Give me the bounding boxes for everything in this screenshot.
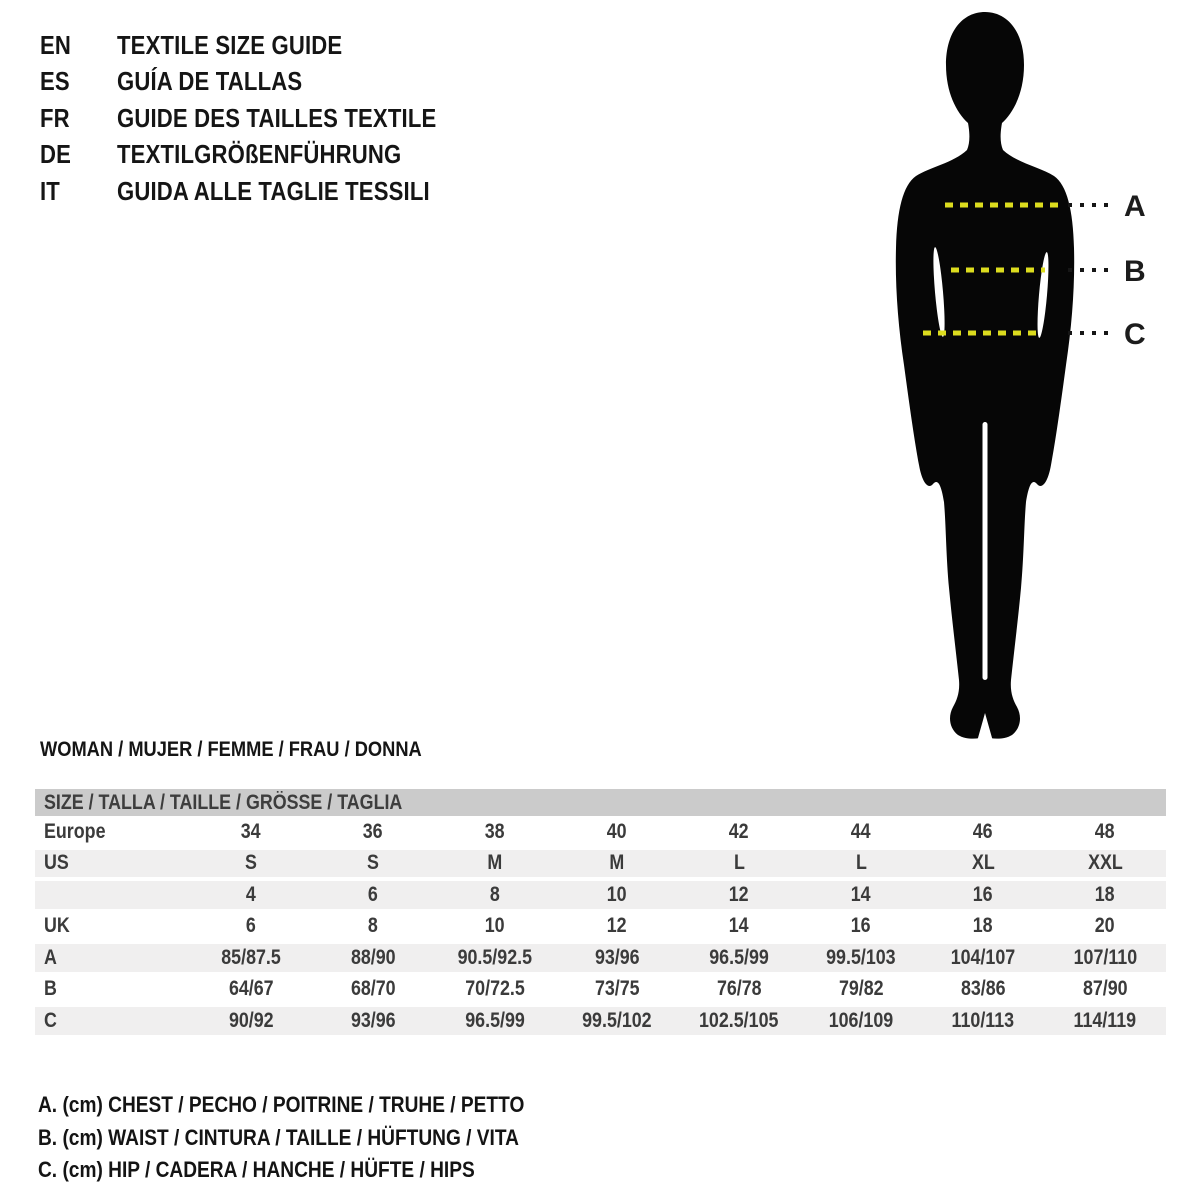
size-cell: 99.5/102 bbox=[582, 1008, 652, 1032]
size-cell: 36 bbox=[363, 819, 383, 843]
row-label: Europe bbox=[44, 819, 106, 843]
size-cell: 99.5/103 bbox=[826, 945, 896, 969]
size-cell: 110/113 bbox=[951, 1008, 1015, 1032]
section-title bbox=[40, 737, 489, 762]
size-cell: 8 bbox=[490, 882, 500, 906]
size-cell: 48 bbox=[1095, 819, 1115, 843]
table-row-us-letters bbox=[35, 848, 1166, 880]
size-cell: S bbox=[367, 851, 379, 875]
size-cell: L bbox=[855, 851, 867, 875]
marker-label-b: B bbox=[1124, 255, 1146, 288]
size-cell: 68/70 bbox=[350, 977, 396, 1001]
language-title: GUIDA ALLE TAGLIE TESSILI bbox=[117, 175, 430, 206]
table-row-uk bbox=[35, 911, 1166, 943]
size-cell: 76/78 bbox=[716, 977, 762, 1001]
size-cell: 96.5/99 bbox=[709, 945, 769, 969]
language-row bbox=[40, 173, 493, 210]
size-cell: 114/119 bbox=[1073, 1008, 1137, 1032]
size-cell: 90/92 bbox=[228, 1008, 274, 1032]
language-title: GUÍA DE TALLAS bbox=[117, 66, 303, 97]
language-row bbox=[40, 64, 493, 101]
language-code: EN bbox=[40, 29, 72, 60]
table-row-europe bbox=[35, 816, 1166, 848]
language-row bbox=[40, 27, 493, 64]
size-cell: XL bbox=[971, 851, 995, 875]
size-cell: 4 bbox=[246, 882, 256, 906]
size-cell: M bbox=[487, 851, 503, 875]
size-cell: 16 bbox=[973, 882, 993, 906]
size-cell: M bbox=[609, 851, 625, 875]
row-label: UK bbox=[44, 914, 70, 938]
size-cell: 34 bbox=[241, 819, 261, 843]
size-table bbox=[35, 789, 1166, 1037]
legend-row-hip: C. (cm) HIP / CADERA / HANCHE / HÜFTE / HIPS bbox=[38, 1157, 475, 1182]
size-cell: 79/82 bbox=[838, 977, 884, 1001]
size-cell: 40 bbox=[607, 819, 627, 843]
size-cell: 85/87.5 bbox=[221, 945, 281, 969]
size-cell: 38 bbox=[485, 819, 505, 843]
size-cell: 107/110 bbox=[1073, 945, 1137, 969]
size-cell: 73/75 bbox=[594, 977, 640, 1001]
table-header bbox=[35, 789, 1166, 816]
size-cell: 46 bbox=[973, 819, 993, 843]
size-cell: 10 bbox=[607, 882, 627, 906]
size-cell: S bbox=[245, 851, 257, 875]
row-label: B bbox=[44, 977, 57, 1001]
size-cell: 18 bbox=[973, 914, 993, 938]
legend-row-waist: B. (cm) WAIST / CINTURA / TAILLE / HÜFTUNG / VITA bbox=[38, 1124, 519, 1150]
size-cell: 8 bbox=[368, 914, 378, 938]
language-code: FR bbox=[40, 102, 70, 133]
size-cell: 83/86 bbox=[960, 977, 1006, 1001]
legend-row-chest: A. (cm) CHEST / PECHO / POITRINE / TRUHE / PETTO bbox=[38, 1092, 525, 1117]
table-header-label: SIZE / TALLA / TAILLE / GRÖSSE / TAGLIA bbox=[44, 791, 403, 814]
language-title: TEXTILE SIZE GUIDE bbox=[117, 29, 343, 60]
size-cell: 93/96 bbox=[594, 945, 640, 969]
measurement-legend bbox=[38, 1089, 610, 1187]
section-title-text: WOMAN / MUJER / FEMME / FRAU / DONNA bbox=[40, 737, 422, 761]
size-cell: XXL bbox=[1087, 851, 1123, 875]
size-cell: 102.5/105 bbox=[699, 1008, 779, 1032]
marker-label-a: A bbox=[1124, 190, 1146, 223]
language-code: IT bbox=[40, 175, 60, 206]
size-cell: 6 bbox=[246, 914, 256, 938]
table-row-hip bbox=[35, 1005, 1166, 1037]
table-row-chest bbox=[35, 942, 1166, 974]
size-cell: 12 bbox=[607, 914, 627, 938]
size-cell: 14 bbox=[729, 914, 749, 938]
size-cell: 106/109 bbox=[828, 1008, 894, 1032]
size-cell: 18 bbox=[1095, 882, 1115, 906]
size-cell: 104/107 bbox=[950, 945, 1016, 969]
language-title: TEXTILGRÖßENFÜHRUNG bbox=[117, 139, 402, 170]
row-label: C bbox=[44, 1008, 57, 1032]
size-cell: 6 bbox=[368, 882, 378, 906]
size-cell: 87/90 bbox=[1082, 977, 1128, 1001]
language-code: DE bbox=[40, 139, 72, 170]
language-row bbox=[40, 100, 493, 137]
leg-gap bbox=[983, 422, 988, 680]
table-row-waist bbox=[35, 974, 1166, 1006]
size-cell: 12 bbox=[729, 882, 749, 906]
size-cell: 20 bbox=[1095, 914, 1115, 938]
row-label: US bbox=[44, 851, 69, 875]
size-cell: 90.5/92.5 bbox=[457, 945, 533, 969]
language-code: ES bbox=[40, 66, 70, 97]
row-label: A bbox=[44, 945, 57, 969]
size-cell: 64/67 bbox=[228, 977, 274, 1001]
marker-label-c: C bbox=[1124, 318, 1146, 351]
size-cell: 10 bbox=[485, 914, 505, 938]
size-cell: L bbox=[733, 851, 745, 875]
size-cell: 14 bbox=[851, 882, 871, 906]
language-list bbox=[40, 27, 493, 210]
language-title: GUIDE DES TAILLES TEXTILE bbox=[117, 102, 437, 133]
size-cell: 42 bbox=[729, 819, 749, 843]
size-cell: 44 bbox=[851, 819, 871, 843]
size-cell: 96.5/99 bbox=[465, 1008, 525, 1032]
language-row bbox=[40, 137, 493, 174]
table-row-us-numbers bbox=[35, 879, 1166, 911]
size-cell: 88/90 bbox=[350, 945, 396, 969]
size-cell: 70/72.5 bbox=[465, 977, 525, 1001]
size-cell: 93/96 bbox=[350, 1008, 396, 1032]
size-cell: 16 bbox=[851, 914, 871, 938]
woman-silhouette-figure bbox=[860, 10, 1160, 745]
